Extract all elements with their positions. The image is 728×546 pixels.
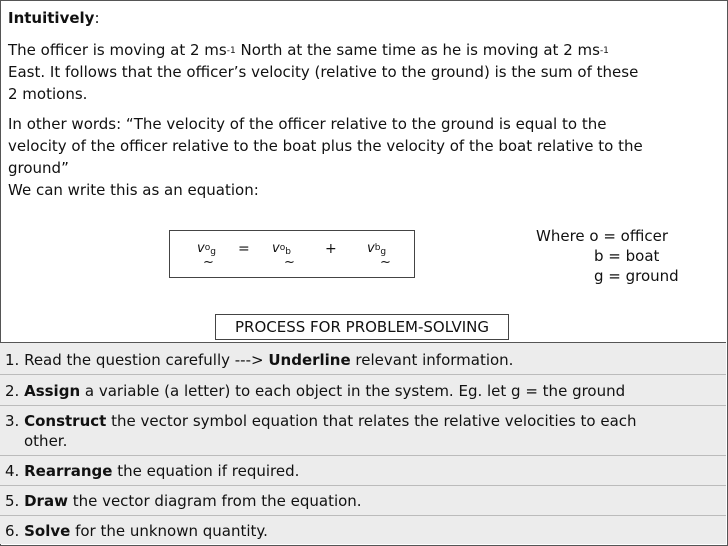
step-6 (5, 521, 268, 541)
plus-sign: + (325, 241, 337, 257)
velocity-equation-box (169, 230, 415, 278)
para1-text-b: North at the same time as he is moving at 2 ms (235, 41, 600, 59)
step-text: the equation if required. (112, 462, 300, 480)
steps-panel (0, 343, 726, 544)
vector-tilde: ~ (380, 255, 391, 270)
step-number: 3. (5, 412, 20, 430)
step-number: 2. (5, 382, 20, 400)
para2-line4: We can write this as an equation: (8, 181, 259, 199)
symbol-v: v (272, 241, 280, 256)
term-v-ob (272, 241, 291, 256)
para1-line2: East. It follows that the officer’s velocity (relative to the ground) is the sum of these (8, 63, 639, 81)
step-keyword: Draw (24, 492, 68, 510)
para2-line1: In other words: “The velocity of the officer relative to the ground is equal to the (8, 115, 607, 133)
step-text: relevant information. (350, 351, 514, 369)
process-title-box: PROCESS FOR PROBLEM-SOLVING (215, 314, 509, 340)
step-text: for the unknown quantity. (70, 522, 268, 540)
step-number: 6. (5, 522, 20, 540)
para1-text-a: The officer is moving at 2 ms (8, 41, 227, 59)
step-number: 1. (5, 351, 20, 369)
step-keyword: Rearrange (24, 462, 113, 480)
step-4 (5, 461, 299, 481)
para1-line1 (8, 40, 609, 63)
heading-colon: : (94, 9, 100, 27)
legend-boat: b = boat (594, 247, 660, 265)
row-divider (0, 455, 726, 456)
para2-line3: ground” (8, 159, 69, 177)
step-3-continuation: other. (24, 432, 68, 450)
symbol-v: v (367, 241, 375, 256)
equals-sign: = (238, 241, 250, 257)
step-keyword: Assign (24, 382, 81, 400)
step-1 (5, 350, 513, 370)
para1-line3: 2 motions. (8, 85, 88, 103)
term-v-bg (367, 241, 386, 256)
step-2 (5, 381, 625, 401)
step-keyword: Solve (24, 522, 71, 540)
row-divider (0, 405, 726, 406)
vector-tilde: ~ (203, 255, 214, 270)
step-text: the vector diagram from the equation. (67, 492, 362, 510)
heading (8, 8, 100, 28)
unit-superscript: -1 (226, 46, 236, 56)
superscript-o: o (204, 243, 211, 253)
para2-line2: velocity of the officer relative to the boat plus the velocity of the boat relative to the (8, 137, 643, 155)
row-divider (0, 374, 726, 375)
subscript-g: g (380, 247, 387, 257)
legend-officer: Where o = officer (536, 227, 669, 245)
symbol-v: v (197, 241, 205, 256)
step-text: Read the question carefully ---> (19, 351, 269, 369)
step-number: 4. (5, 462, 20, 480)
step-5 (5, 491, 362, 511)
row-divider (0, 485, 726, 486)
step-keyword: Construct (24, 412, 107, 430)
step-3 (5, 411, 637, 431)
unit-superscript: -1 (599, 46, 609, 56)
step-text: a variable (a letter) to each object in the system. Eg. let g = the ground (80, 382, 626, 400)
vector-tilde: ~ (284, 255, 295, 270)
subscript-g: g (210, 247, 216, 257)
legend-ground: g = ground (594, 267, 679, 285)
subscript-b: b (285, 247, 291, 257)
row-divider (0, 515, 726, 516)
superscript-o: o (279, 243, 286, 253)
term-v-og (197, 241, 216, 256)
step-number: 5. (5, 492, 20, 510)
step-keyword: Underline (268, 351, 351, 369)
step-text: the vector symbol equation that relates the relative velocities to each (106, 412, 637, 430)
superscript-b: b (374, 243, 381, 253)
heading-word: Intuitively (8, 9, 95, 27)
